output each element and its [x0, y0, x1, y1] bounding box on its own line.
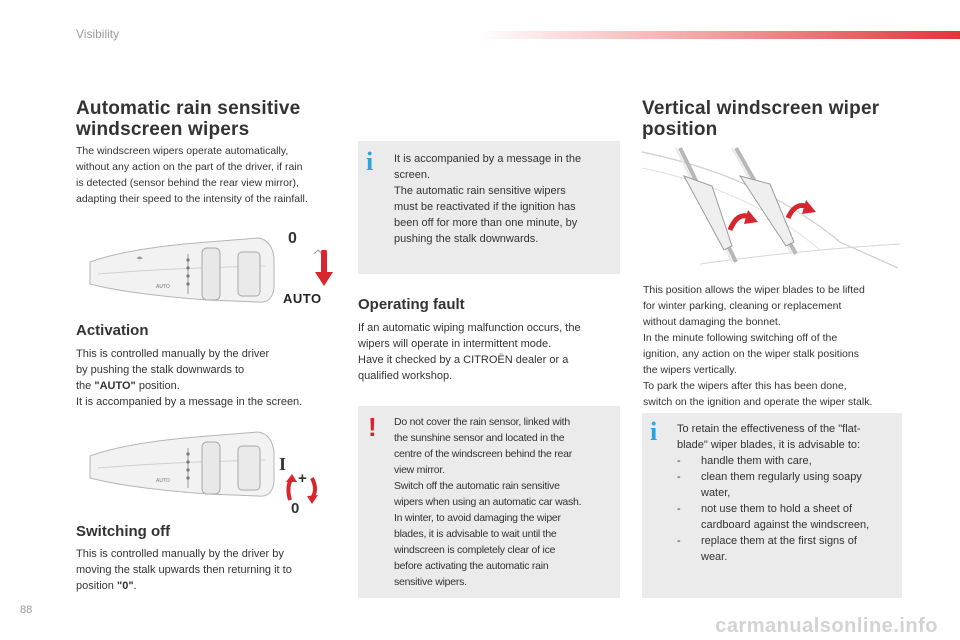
warning-line: before activating the automatic rain	[394, 560, 549, 572]
warning-icon: !	[368, 412, 377, 442]
switching-off-paragraph	[76, 546, 366, 594]
bullet-line: water,	[701, 487, 731, 499]
bullet-line: wear.	[701, 551, 728, 563]
bullet-line: clean them regularly using soapy	[701, 471, 862, 483]
warning-line: Do not cover the rain sensor, linked with	[394, 416, 570, 428]
up-down-arrows-icon	[282, 474, 322, 504]
info-box-message	[358, 141, 620, 274]
left-title	[76, 98, 356, 140]
activation-line: by pushing the stalk downwards to	[76, 364, 245, 376]
vertical-line: In the minute following switching off of the	[643, 332, 838, 344]
activation-heading	[76, 322, 149, 339]
info-line: It is accompanied by a message in the	[394, 153, 582, 165]
page-number: 88	[20, 604, 33, 616]
vertical-line: without damaging the bonnet.	[643, 316, 781, 328]
right-title	[642, 98, 932, 140]
warning-line: wipers when using an automatic car wash.	[394, 496, 582, 508]
vertical-position-paragraph	[643, 282, 923, 410]
operating-fault-heading-text: Operating fault	[358, 296, 465, 313]
vertical-wipers-figure	[640, 146, 902, 274]
flat-blade-text	[677, 421, 899, 565]
info-box-flat-blade	[642, 413, 902, 598]
fault-line: Have it checked by a CITROËN dealer or a	[358, 354, 569, 366]
windscreen-illustration	[640, 146, 902, 274]
vertical-line: the wipers vertically.	[643, 364, 737, 376]
down-arrow-icon	[312, 250, 336, 288]
position-zero-label: 0	[291, 500, 300, 517]
header-accent-bar	[478, 31, 960, 39]
warning-line: view mirror.	[394, 464, 445, 476]
bullet-line: not use them to hold a sheet of	[701, 503, 853, 515]
stalk-auto-mark: AUTO	[156, 478, 170, 484]
fault-line: wipers will operate in intermittent mode.	[358, 338, 552, 350]
switching-off-heading	[76, 523, 170, 540]
switching-off-line: position	[76, 580, 117, 592]
info-line: been off for more than one minute, by	[394, 217, 578, 229]
bullet-line: cardboard against the windscreen,	[701, 519, 870, 531]
flat-blade-line: blade" wiper blades, it is advisable to:	[677, 439, 861, 451]
warning-line: centre of the windscreen behind the rear	[394, 448, 572, 460]
fault-line: qualified workshop.	[358, 370, 453, 382]
bullet-line: replace them at the first signs of	[701, 535, 857, 547]
activation-paragraph	[76, 346, 366, 410]
bullet-line: handle them with care,	[701, 455, 812, 467]
info-icon: i	[366, 147, 374, 176]
bullet-dash: -	[677, 471, 681, 483]
zero-position-keyword: "0"	[116, 580, 134, 592]
list-item	[677, 453, 899, 469]
vertical-line: This position allows the wiper blades to be lifted	[643, 284, 865, 296]
intro-line: The windscreen wipers operate automatically,	[76, 145, 289, 157]
warning-box	[358, 406, 620, 598]
watermark: carmanualsonline.info	[715, 615, 938, 637]
auto-position-keyword: "AUTO"	[94, 380, 136, 392]
warning-line: windscreen is completely clear of ice	[394, 544, 556, 556]
switching-off-line: moving the stalk upwards then returning it to	[76, 564, 292, 576]
vertical-line: for winter parking, cleaning or replacement	[643, 300, 842, 312]
info-line: The automatic rain sensitive wipers	[394, 185, 566, 197]
plus-label: +	[298, 470, 307, 487]
operating-fault-heading	[358, 296, 465, 313]
info-line: pushing the stalk downwards.	[394, 233, 539, 245]
bullet-dash: -	[677, 535, 681, 547]
right-title-line: Vertical windscreen wiper	[642, 98, 880, 119]
position-zero-label: 0	[288, 230, 297, 247]
list-item	[677, 533, 899, 565]
operating-fault-paragraph	[358, 320, 628, 384]
left-title-line: windscreen wipers	[76, 119, 250, 140]
intro-line: is detected (sensor behind the rear view mirror),	[76, 177, 299, 189]
activation-heading-text: Activation	[76, 322, 149, 339]
list-item	[677, 501, 899, 533]
activation-line: It is accompanied by a message in the screen.	[76, 396, 303, 408]
intro-paragraph	[76, 143, 356, 207]
warning-line: the sunshine sensor and located in the	[394, 432, 565, 444]
info-icon: i	[650, 417, 658, 446]
position-auto-label: AUTO	[283, 291, 322, 306]
bullet-dash: -	[677, 503, 681, 515]
activation-line: This is controlled manually by the driver	[76, 348, 270, 360]
intro-line: without any action on the part of the driver, if rain	[76, 161, 303, 173]
warning-line: blades, it is advisable to wait until the	[394, 528, 557, 540]
warning-line: Switch off the automatic rain sensitive	[394, 480, 560, 492]
svg-text:☂: ☂	[136, 255, 144, 264]
vertical-line: To park the wipers after this has been done,	[643, 380, 847, 392]
bullet-dash: -	[677, 455, 681, 467]
info-box-text	[394, 151, 614, 247]
switching-off-heading-text: Switching off	[76, 523, 171, 540]
left-title-line: Automatic rain sensitive	[76, 98, 301, 119]
vertical-line: switch on the ignition and operate the wiper stalk.	[643, 396, 873, 408]
vertical-line: ignition, any action on the wiper stalk positions	[643, 348, 859, 360]
list-item	[677, 469, 899, 501]
warning-line: In winter, to avoid damaging the wiper	[394, 512, 561, 524]
switching-off-line: This is controlled manually by the driver by	[76, 548, 284, 560]
section-label: Visibility	[76, 27, 120, 41]
activation-line: position.	[135, 380, 180, 392]
position-one-label: I	[279, 454, 287, 474]
stalk-auto-mark: AUTO	[156, 284, 170, 290]
activation-line: the	[76, 380, 95, 392]
flat-blade-line: To retain the effectiveness of the "flat-	[677, 423, 861, 435]
right-title-line: position	[642, 119, 718, 140]
info-line: must be reactivated if the ignition has	[394, 201, 576, 213]
info-line: screen.	[394, 169, 431, 181]
warning-line: sensitive wipers.	[394, 576, 467, 588]
switching-off-line: .	[133, 580, 137, 592]
warning-box-text	[394, 414, 618, 590]
fault-line: If an automatic wiping malfunction occurs, the	[358, 322, 581, 334]
intro-line: adapting their speed to the intensity of the rainfall.	[76, 193, 308, 205]
